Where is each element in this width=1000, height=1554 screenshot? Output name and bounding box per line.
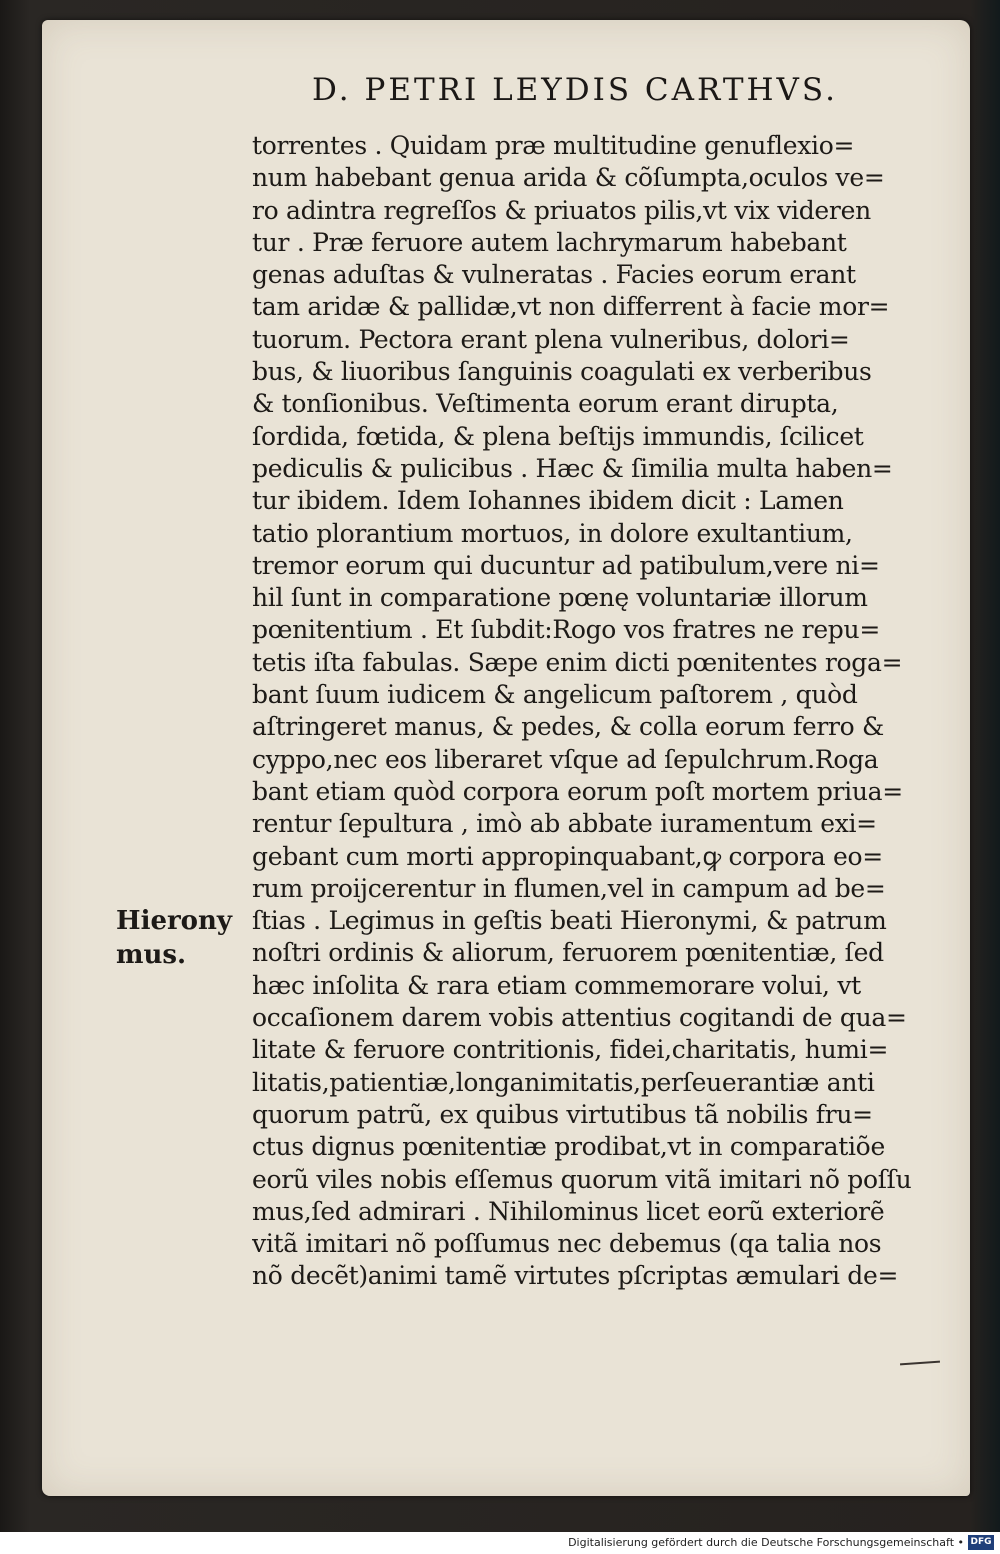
text-line: tremor eorum qui ducuntur ad patibulum,vere ni= bbox=[252, 550, 880, 580]
text-line: genas aduſtas & vulneratas . Facies eorum erant bbox=[252, 260, 856, 290]
text-line: num habebant genua arida & cõſumpta,oculos ve= bbox=[252, 163, 885, 193]
running-head: D. PETRI LEYDIS CARTHVS. bbox=[312, 72, 838, 108]
text-line: aſtringeret manus, & pedes, & colla eorum ferro & bbox=[252, 712, 884, 742]
footer-bar bbox=[0, 1532, 1000, 1554]
text-line: quorum patrũ, ex quibus virtutibus tã nobilis fru= bbox=[252, 1099, 873, 1129]
text-line: tuorum. Pectora erant plena vulneribus, dolori= bbox=[252, 324, 850, 354]
marginal-note bbox=[116, 904, 232, 972]
text-line: tatio plorantium mortuos, in dolore exultantium, bbox=[252, 518, 853, 548]
text-line: rentur ſepultura , imò ab abbate iuramentum exi= bbox=[252, 809, 877, 839]
text-line: torrentes . Quidam præ multitudine genuflexio= bbox=[252, 131, 855, 160]
text-line: tur ibidem. Idem Iohannes ibidem dicit : Lamen bbox=[252, 486, 844, 516]
text-line: tam aridæ & pallidæ,vt non differrent à facie mor= bbox=[252, 292, 890, 322]
text-line: gebant cum morti appropinquabant,ꝙ corpora eo= bbox=[252, 841, 883, 871]
text-line: ſtias . Legimus in geſtis beati Hieronymi, & patrum bbox=[252, 906, 887, 936]
text-line: ro adintra regreſſos & priuatos pilis,vt vix videren bbox=[252, 195, 871, 225]
marginal-note-line: Hierony bbox=[116, 906, 233, 936]
text-line: cyppo,nec eos liberaret vſque ad ſepulchrum.Roga bbox=[252, 744, 879, 774]
text-line: tur . Præ feruore autem lachrymarum habebant bbox=[252, 227, 847, 257]
text-line: eorũ viles nobis eſſemus quorum vitã imitari nõ poſſu bbox=[252, 1164, 912, 1194]
text-line: nõ decẽt)animi tamẽ virtutes pſcriptas æmulari de= bbox=[252, 1261, 899, 1291]
text-line: & tonſionibus. Veſtimenta eorum erant dirupta, bbox=[252, 389, 839, 419]
text-line: pœnitentium . Et ſubdit:Rogo vos fratres ne repu= bbox=[252, 615, 880, 645]
text-line: bant etiam quòd corpora eorum poſt mortem priua= bbox=[252, 776, 903, 806]
text-line: bus, & liuoribus ſanguinis coagulati ex verberibus bbox=[252, 357, 872, 387]
text-line: ctus dignus pœnitentiæ prodibat,vt in comparatiõe bbox=[252, 1132, 885, 1162]
text-line: hæc inſolita & rara etiam commemorare volui, vt bbox=[252, 970, 861, 1000]
body-text bbox=[252, 130, 952, 1293]
text-line: ſordida, fœtida, & plena beſtijs immundis, ſcilicet bbox=[252, 421, 864, 451]
text-line: litatis,patientiæ,longanimitatis,perſeuerantiæ anti bbox=[252, 1067, 875, 1097]
text-line: hil ſunt in comparatione pœnę voluntariæ illorum bbox=[252, 583, 868, 613]
text-line: mus,ſed admirari . Nihilominus licet eorũ exteriorẽ bbox=[252, 1196, 885, 1226]
text-line: noſtri ordinis & aliorum, feruorem pœnitentiæ, ſed bbox=[252, 938, 884, 968]
text-line: occaſionem darem vobis attentius cogitandi de qua= bbox=[252, 1003, 907, 1033]
text-line: rum proijcerentur in flumen,vel in campum ad be= bbox=[252, 873, 886, 903]
text-line: litate & feruore contritionis, fidei,charitatis, humi= bbox=[252, 1035, 889, 1065]
text-line: vitã imitari nõ poſſumus nec debemus (qa talia nos bbox=[252, 1229, 882, 1259]
marginal-note-line: mus. bbox=[116, 940, 187, 970]
text-line: bant ſuum iudicem & angelicum paſtorem , quòd bbox=[252, 680, 858, 710]
text-line: pediculis & pulicibus . Hæc & ſimilia multa haben= bbox=[252, 453, 893, 483]
footer-credit: Digitalisierung gefördert durch die Deutsche Forschungsgemeinschaft • bbox=[568, 1536, 964, 1549]
text-line: tetis iſta fabulas. Sæpe enim dicti pœnitentes roga= bbox=[252, 647, 903, 677]
dfg-logo-icon: DFG bbox=[968, 1535, 994, 1550]
